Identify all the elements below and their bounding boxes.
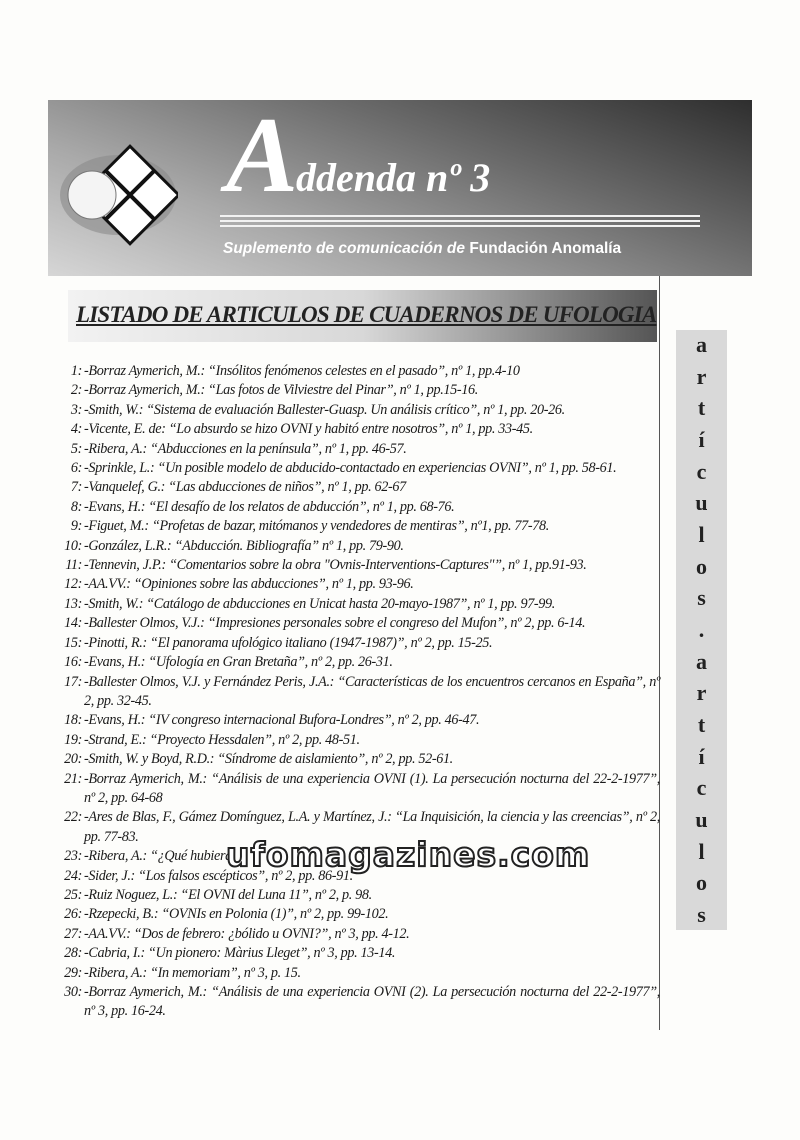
section-header [68, 290, 657, 342]
list-item [50, 964, 660, 983]
sidebar-letter: r [696, 680, 707, 706]
list-item [50, 886, 660, 905]
publication-title [226, 96, 491, 215]
sidebar-letter: r [696, 363, 707, 389]
subtitle-part1: Suplemento de comunicación de [223, 240, 466, 257]
item-text: -Sider, J.: “Los falsos escépticos”, nº 2, pp. 86-91. [84, 867, 353, 884]
item-text: -Strand, E.: “Proyecto Hessdalen”, nº 2, pp. 48-51. [84, 731, 360, 748]
item-text: -Pinotti, R.: “El panorama ufológico italiano (1947-1987)”, nº 2, pp. 15-25. [84, 634, 493, 651]
item-text: -Ares de Blas, F., Gámez Domínguez, L.A. y Martínez, J.: “La Inquisición, la ciencia y las creencias”, nº 2, pp. 77-83. [84, 809, 660, 845]
title-rest: ddenda nº 3 [296, 155, 491, 200]
item-text: -AA.VV.: “Opiniones sobre las abducciones”, nº 1, pp. 93-96. [84, 576, 414, 593]
item-text: -AA.VV.: “Dos de febrero: ¿bólido u OVNI?”, nº 3, pp. 4-12. [84, 925, 410, 942]
sidebar-letter: . [698, 616, 705, 642]
item-text: -Ballester Olmos, V.J. y Fernández Peris, J.A.: “Características de los encuentros cercanos en España”, nº 2, pp. 32-45. [84, 673, 660, 709]
title-initial: A [226, 96, 299, 215]
article-list [50, 362, 660, 1022]
list-item [50, 905, 660, 924]
sidebar-letter: l [698, 521, 705, 547]
item-number: 3: [70, 401, 82, 418]
item-text: -Borraz Aymerich, M.: “Las fotos de Vilviestre del Pinar”, nº 1, pp.15-16. [84, 382, 478, 399]
item-text: -Ballester Olmos, V.J.: “Impresiones personales sobre el congreso del Mufon”, nº 2, pp. 6-14. [84, 615, 586, 632]
item-text: -Borraz Aymerich, M.: “Insólitos fenómenos celestes en el pasado”, nº 1, pp.4-10 [84, 363, 520, 379]
item-number: 30: [64, 984, 82, 1000]
item-text: -Borraz Aymerich, M.: “Análisis de una experiencia OVNI (2). La persecución nocturna del 22-2-1977”, nº 3, pp. 16-24. [84, 984, 660, 1020]
sidebar-letter: l [698, 838, 705, 864]
item-text: -Evans, H.: “IV congreso internacional Bufora-Londres”, nº 2, pp. 46-47. [84, 712, 480, 729]
list-item [50, 498, 660, 517]
item-number: 18: [64, 712, 82, 729]
item-number: 10: [64, 537, 82, 554]
item-number: 13: [64, 595, 82, 612]
item-number: 17: [64, 673, 82, 690]
list-item [50, 925, 660, 944]
list-item [50, 711, 660, 730]
item-text: -Ribera, A.: “In memoriam”, nº 3, p. 15. [84, 964, 301, 981]
item-text: -Rzepecki, B.: “OVNIs en Polonia (1)”, nº 2, pp. 99-102. [84, 906, 389, 923]
sidebar-letter: t [697, 711, 706, 737]
sidebar-letter: s [697, 901, 706, 927]
sidebar-letter: c [696, 458, 707, 484]
sidebar-letter: a [696, 332, 707, 357]
item-number: 26: [64, 906, 82, 923]
item-number: 15: [64, 634, 82, 651]
list-item [50, 401, 660, 420]
list-item [50, 575, 660, 594]
item-number: 9: [70, 518, 82, 535]
list-item [50, 770, 660, 809]
item-text: -Tennevin, J.P.: “Comentarios sobre la obra "Ovnis-Interventions-Captures"”, nº 1, pp.91-93. [84, 557, 587, 574]
item-number: 24: [64, 867, 82, 884]
item-text: -Cabria, I.: “Un pionero: Màrius Lleget”, nº 3, pp. 13-14. [84, 945, 396, 962]
list-item [50, 362, 660, 381]
item-number: 11: [65, 557, 82, 574]
list-item [50, 653, 660, 672]
publication-subtitle [223, 240, 621, 258]
subtitle-part2: Fundación Anomalía [469, 240, 622, 257]
item-number: 28: [64, 945, 82, 962]
item-number: 1: [70, 363, 82, 379]
item-text: -Borraz Aymerich, M.: “Análisis de una experiencia OVNI (1). La persecución nocturna del 22-2-1977”, nº 2, pp. 64-68 [84, 770, 660, 806]
sidebar-articulos [676, 330, 727, 930]
list-item [50, 459, 660, 478]
item-text: -Figuet, M.: “Profetas de bazar, mitómanos y vendedores de mentiras”, nº1, pp. 77-78. [84, 518, 549, 535]
item-text: -Evans, H.: “Ufología en Gran Bretaña”, nº 2, pp. 26-31. [84, 654, 393, 671]
item-text: -Evans, H.: “El desafío de los relatos de abducción”, nº 1, pp. 68-76. [84, 498, 455, 515]
divider [220, 225, 700, 227]
item-number: 20: [64, 751, 82, 768]
item-text: -Sprinkle, L.: “Un posible modelo de abducido-contactado en experiencias OVNI”, nº 1, pp. 58-61. [84, 460, 617, 477]
item-text: -Vanquelef, G.: “Las abducciones de niños”, nº 1, pp. 62-67 [84, 479, 406, 496]
item-number: 14: [64, 615, 82, 632]
item-number: 7: [70, 479, 82, 496]
section-title: LISTADO DE ARTICULOS DE CUADERNOS DE UFOLOGIA [76, 302, 657, 327]
item-number: 16: [64, 654, 82, 671]
list-item [50, 478, 660, 497]
list-item [50, 944, 660, 963]
divider [220, 220, 700, 222]
item-number: 21: [64, 770, 82, 787]
sidebar-letter: u [695, 806, 708, 832]
item-number: 19: [64, 731, 82, 748]
item-text: -Vicente, E. de: “Lo absurdo se hizo OVNI y habitó entre nosotros”, nº 1, pp. 33-45. [84, 421, 533, 438]
item-number: 25: [64, 886, 82, 903]
sidebar-letter: í [698, 426, 705, 452]
watermark: ufomagazines.com [226, 835, 591, 874]
item-text: -Ruiz Noguez, L.: “El OVNI del Luna 11”, nº 2, p. 98. [84, 886, 372, 903]
list-item [50, 517, 660, 536]
item-number: 6: [70, 460, 82, 477]
sidebar-letter: o [696, 553, 707, 579]
item-number: 4: [70, 421, 82, 438]
item-text: -Smith, W. y Boyd, R.D.: “Síndrome de aislamiento”, nº 2, pp. 52-61. [84, 751, 453, 768]
item-number: 8: [70, 498, 82, 515]
divider [220, 215, 700, 217]
sidebar-letter: a [696, 648, 707, 674]
sidebar-letter: o [696, 870, 707, 896]
item-number: 12: [64, 576, 82, 593]
sidebar-letter: í [698, 743, 705, 769]
item-text: -Smith, W.: “Catálogo de abducciones en Unicat hasta 20-mayo-1987”, nº 1, pp. 97-99. [84, 595, 555, 612]
list-item [50, 381, 660, 400]
item-number: 23: [64, 848, 82, 865]
list-item [50, 420, 660, 439]
list-item [50, 673, 660, 712]
item-text: -Ribera, A.: “Abducciones en la península”, nº 1, pp. 46-57. [84, 440, 407, 457]
sidebar-letter: c [696, 775, 707, 801]
list-item [50, 983, 660, 1022]
item-number: 22: [64, 809, 82, 826]
list-item [50, 537, 660, 556]
item-text: -González, L.R.: “Abducción. Bibliografía” nº 1, pp. 79-90. [84, 537, 404, 554]
list-item [50, 595, 660, 614]
sidebar-letter: s [697, 585, 706, 611]
list-item [50, 556, 660, 575]
list-item [50, 731, 660, 750]
item-text: -Ribera, A.: “¿Qué hubiera [84, 848, 232, 865]
list-item [50, 750, 660, 769]
item-number: 2: [70, 382, 82, 399]
item-text: -Smith, W.: “Sistema de evaluación Ballester-Guasp. Un análisis crítico”, nº 1, pp. 20-26. [84, 401, 565, 418]
fundacion-anomalia-logo-icon [58, 140, 178, 250]
item-number: 27: [64, 925, 82, 942]
item-number: 5: [70, 440, 82, 457]
masthead [48, 96, 752, 276]
list-item [50, 614, 660, 633]
list-item [50, 440, 660, 459]
item-number: 29: [64, 964, 82, 981]
sidebar-letter: u [695, 490, 708, 516]
sidebar-letter: t [697, 395, 706, 421]
list-item [50, 634, 660, 653]
